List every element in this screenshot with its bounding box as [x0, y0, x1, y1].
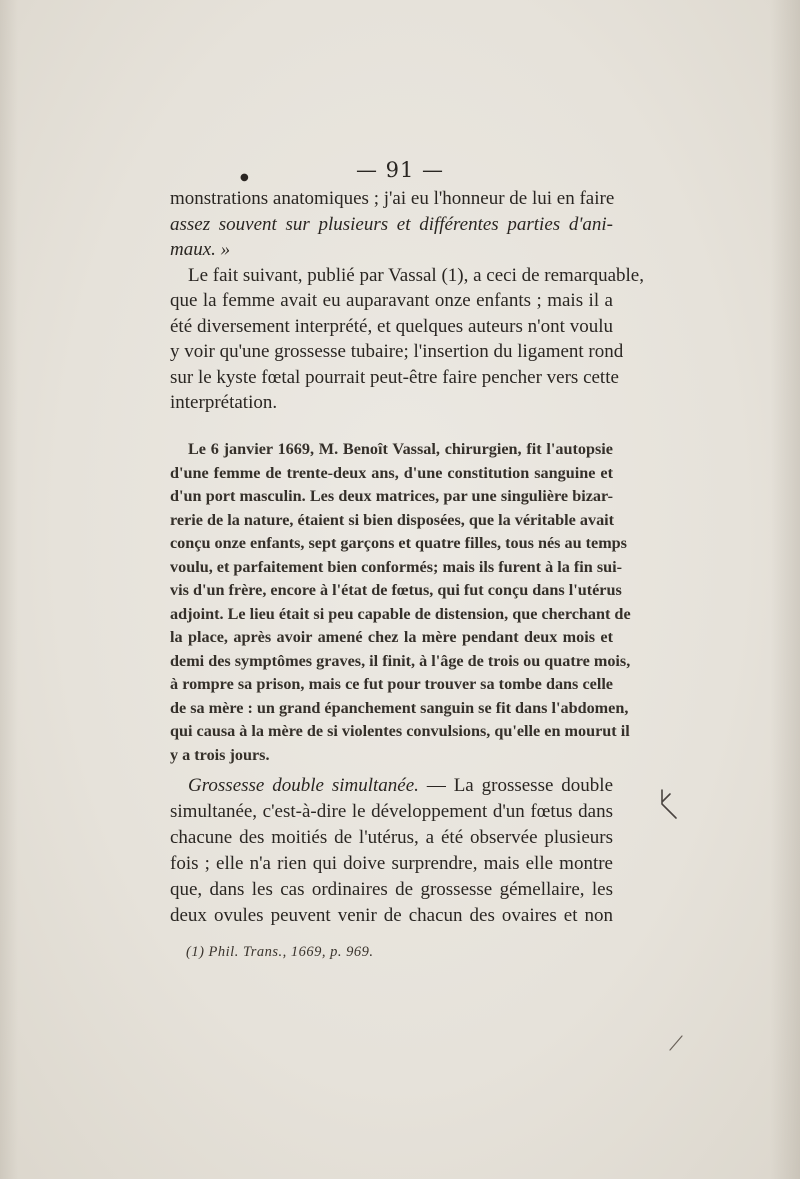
text-line: deux ovules peuvent venir de chacun des ovaires et non: [170, 905, 613, 926]
text-line: rerie de la nature, étaient si bien disposées, que la véritable avait: [170, 510, 615, 529]
text-line: monstrations anatomiques ; j'ai eu l'honneur de lui en faire: [170, 188, 615, 209]
text-line: chacune des moitiés de l'utérus, a été observée plusieurs: [170, 827, 613, 848]
paragraph-1: [170, 186, 644, 416]
text-line: vis d'un frère, encore à l'état de fœtus, qui fut conçu dans l'utérus: [170, 581, 622, 599]
text-line: que, dans les cas ordinaires de grossesse gémellaire, les: [170, 879, 613, 900]
text-line: Le 6 janvier 1669, M. Benoît Vassal, chirurgien, fit l'autopsie: [188, 440, 613, 458]
text-line: d'une femme de trente-deux ans, d'une constitution sanguine et: [170, 463, 613, 482]
text-line: fois ; elle n'a rien qui doive surprendre, mais elle montre: [170, 853, 613, 874]
text-line: de sa mère : un grand épanchement sanguin se fit dans l'abdomen,: [170, 698, 629, 717]
text-line: Grossesse double simultanée. — La grossesse double: [188, 775, 613, 796]
page-number: — 91 —: [355, 158, 445, 182]
text-line: assez souvent sur plusieurs et différentes parties d'ani-: [170, 213, 613, 235]
text-line: la place, après avoir amené chez la mère pendant deux mois et: [170, 628, 613, 646]
text-line: Le fait suivant, publié par Vassal (1), a ceci de remarquable,: [188, 264, 644, 286]
text-line: que la femme avait eu auparavant onze enfants ; mais il a: [170, 290, 613, 311]
text-line: y a trois jours.: [170, 745, 270, 764]
paragraph-2: [170, 773, 613, 929]
text-line: été diversement interprété, et quelques auteurs n'ont voulu: [170, 315, 613, 337]
text-line: adjoint. Le lieu était si peu capable de distension, que cherchant de: [170, 604, 631, 623]
text-line: qui causa à la mère de si violentes convulsions, qu'elle en mourut il: [170, 722, 630, 740]
pencil-mark-icon: [656, 788, 684, 822]
ink-dot: ●: [240, 172, 250, 183]
text-line: simultanée, c'est-à-dire le développement d'un fœtus dans: [170, 801, 613, 822]
pencil-stroke-icon: [668, 1034, 684, 1052]
text-line: maux. »: [170, 239, 231, 260]
section-heading: Grossesse double simultanée.: [188, 775, 419, 796]
text-line: voulu, et parfaitement bien conformés; mais ils furent à la fin sui-: [170, 557, 623, 576]
text-line: à rompre sa prison, mais ce fut pour trouver sa tombe dans celle: [170, 675, 613, 693]
text-line: y voir qu'une grossesse tubaire; l'insertion du ligament rond: [170, 341, 624, 362]
text-line: d'un port masculin. Les deux matrices, par une singulière bizar-: [170, 487, 613, 505]
text-line: demi des symptômes graves, il finit, à l'âge de trois ou quatre mois,: [170, 651, 631, 670]
text-line: conçu onze enfants, sept garçons et quatre filles, tous nés au temps: [170, 534, 627, 552]
text-line: interprétation.: [170, 392, 278, 413]
text-line: sur le kyste fœtal pourrait peut-être faire pencher vers cette: [170, 366, 619, 388]
page-header: [0, 158, 800, 182]
footnote: (1) Phil. Trans., 1669, p. 969.: [186, 944, 374, 960]
quoted-observation: [170, 438, 631, 767]
